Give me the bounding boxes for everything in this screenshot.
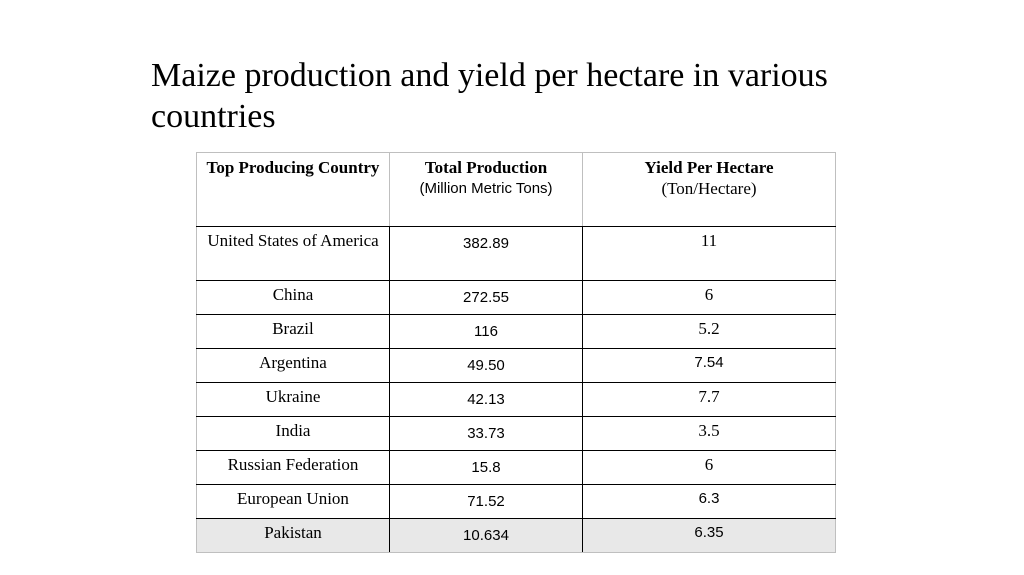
table-row <box>197 227 836 281</box>
cell-country: United States of America <box>197 227 390 281</box>
cell-production: 382.89 <box>390 227 583 281</box>
header-production-unit: (Million Metric Tons) <box>419 180 553 197</box>
cell-country: India <box>197 417 390 451</box>
page-title: Maize production and yield per hectare in various countries <box>151 57 828 135</box>
cell-country: European Union <box>197 485 390 519</box>
table-row <box>197 451 836 485</box>
cell-production: 49.50 <box>390 349 583 383</box>
header-country <box>197 153 390 227</box>
cell-yield: 7.7 <box>583 383 836 417</box>
header-yield-unit: (Ton/Hectare) <box>661 179 757 198</box>
cell-production: 10.634 <box>390 519 583 553</box>
table-row-highlighted <box>197 519 836 553</box>
cell-production: 272.55 <box>390 281 583 315</box>
cell-production: 71.52 <box>390 485 583 519</box>
cell-yield: 7.54 <box>583 349 836 383</box>
cell-production: 15.8 <box>390 451 583 485</box>
cell-yield: 5.2 <box>583 315 836 349</box>
cell-yield: 11 <box>583 227 836 281</box>
header-production-label: Total Production <box>424 158 548 177</box>
cell-yield: 6.3 <box>583 485 836 519</box>
cell-yield: 6 <box>583 451 836 485</box>
cell-yield: 6 <box>583 281 836 315</box>
header-yield <box>583 153 836 227</box>
table-row <box>197 383 836 417</box>
table-row <box>197 417 836 451</box>
cell-country: Russian Federation <box>197 451 390 485</box>
cell-country: Ukraine <box>197 383 390 417</box>
cell-country: China <box>197 281 390 315</box>
table-row <box>197 349 836 383</box>
cell-country: Argentina <box>197 349 390 383</box>
table-row <box>197 485 836 519</box>
header-production <box>390 153 583 227</box>
cell-yield: 6.35 <box>583 519 836 553</box>
cell-yield: 3.5 <box>583 417 836 451</box>
cell-country: Pakistan <box>197 519 390 553</box>
header-yield-label: Yield Per Hectare <box>644 158 774 177</box>
cell-production: 116 <box>390 315 583 349</box>
maize-table <box>196 152 836 553</box>
table-row <box>197 281 836 315</box>
cell-country: Brazil <box>197 315 390 349</box>
table-row <box>197 315 836 349</box>
cell-production: 42.13 <box>390 383 583 417</box>
table-header-row <box>197 153 836 227</box>
header-country-label: Top Producing Country <box>206 158 380 177</box>
cell-production: 33.73 <box>390 417 583 451</box>
